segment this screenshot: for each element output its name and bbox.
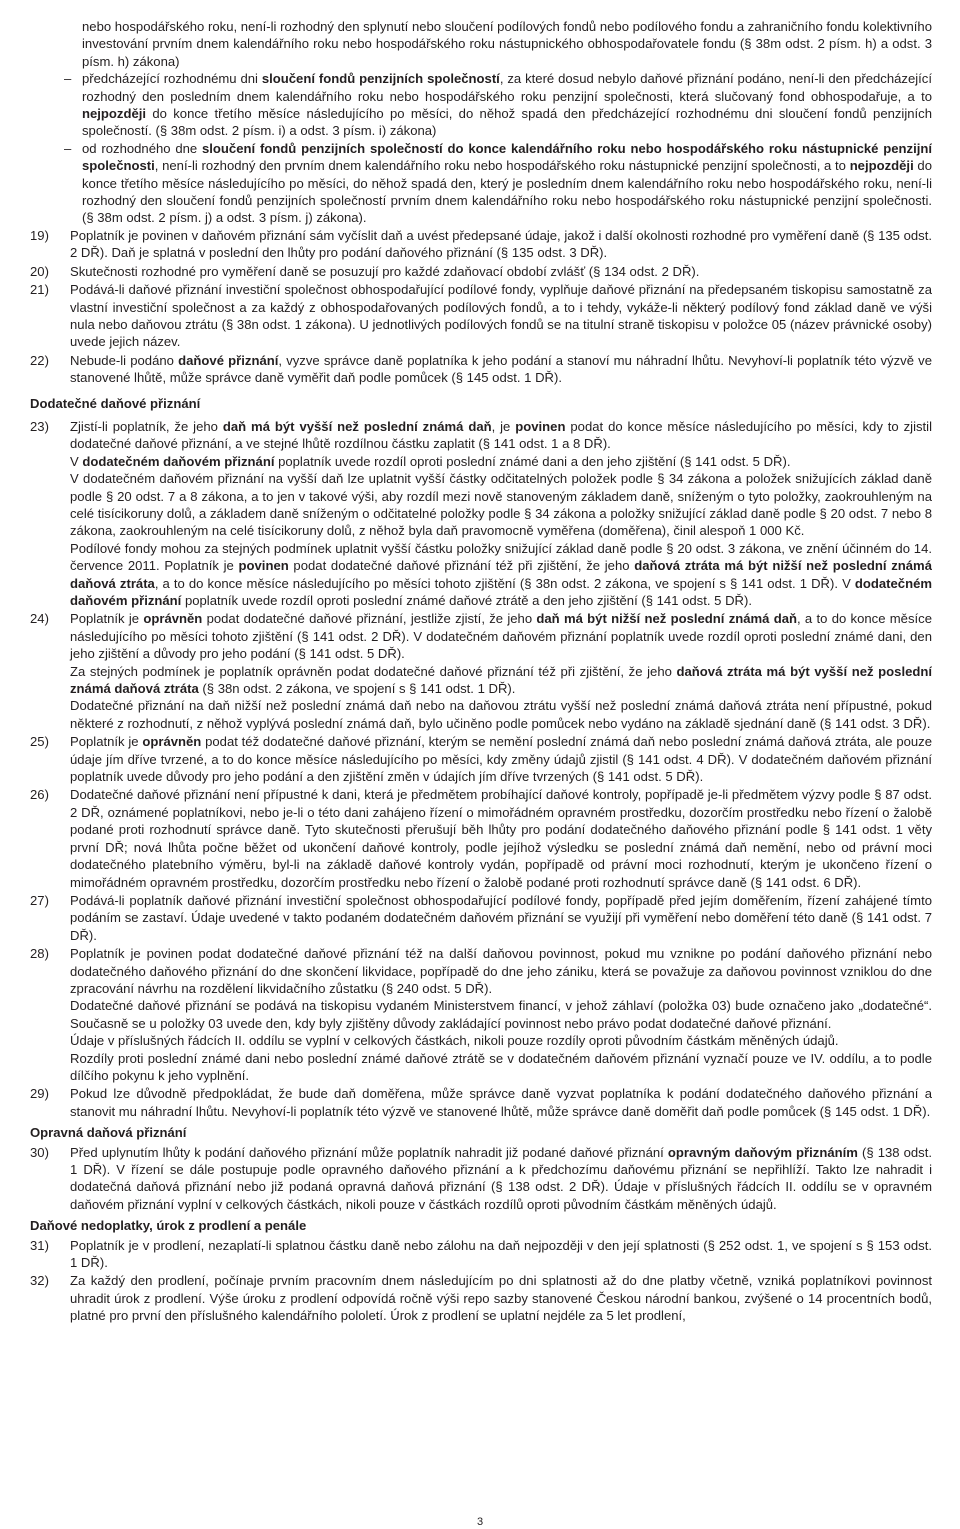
list-item-21: [30, 281, 932, 351]
dash-item-text: předcházející rozhodnému dni sloučení fondů penzijních společností, za které dosud nebylo daňové přiznání podáno, není-li den předcházející rozhodný den posledním dnem kalendářního roku nebo hospodářského roku penzijní společnosti, která slučovaný fond obhospodařuje, a to nejpozději do konce třetího měsíce následujícího po měsíci, do něhož spadá den předcházející rozhodnému dni sloučení fondů penzijních společností. (§ 38m odst. 2 písm. i) a odst. 3 písm. i) zákona): [82, 71, 932, 139]
item-text: Podává-li daňové přiznání investiční společnost obhospodařující podílové fondy, vyplňuje daňové přiznání na předepsaném tiskopisu samostatně za vlastní investiční společnost a za každý z obhospodařovaných podílových fondů, a to i tehdy, vykáže-li některý podílový fond základ daně ve výši nula nebo daňovou ztrátu (§ 38n odst. 1 zákona). U jednotlivých podílových fondů se na titulní straně tiskopisu v položce 05 (název právnické osoby) uvede jejich název.: [70, 282, 932, 350]
list-item-31: [30, 1237, 932, 1272]
item-number: 19): [30, 227, 49, 243]
item-number: 23): [30, 418, 49, 434]
list-item-27: [30, 892, 932, 944]
item-text: Dodatečné daňové přiznání se podává na tiskopisu vydaném Ministerstvem financí, v jehož záhlaví (položka 03) bude označeno jako „dodatečné“. Současně se u položky 03 uvede den, kdy byly zjištěny důvody zakládající povinnost nebo právo podat dodatečné daňové přiznání.: [70, 998, 932, 1031]
dash-marker: –: [64, 71, 72, 87]
item-number: 27): [30, 892, 49, 908]
item-number: 25): [30, 734, 49, 750]
item-text: Pokud lze důvodně předpokládat, že bude daň doměřena, může správce daně vyzvat poplatníka k podání dodatečného daňového přiznání a stanovit mu náhradní lhůtu. Nevyhoví-li poplatník této výzvě ve stanovené lhůtě, může správce daně doměřit daň podle pomůcek (§ 145 odst. 1 DŘ).: [70, 1086, 932, 1119]
item-text: V dodatečném daňovém přiznání na vyšší daň lze uplatnit vyšší částky odčitatelných položek podle § 34 zákona a položek snižujících základ daně podle § 20 odst. 7 a 8 zákona, a to jen v takové výši, aby rozdíl mezi nově stanoveným základem daně, sníženým o tyto položky, zaokrouhleným na celé tisícikoruny dolů, a základem daně sníženým o odčitatelné položky podle § 34 zákona a položky snižující základ daně podle § 20 odst. 7 nebo 8 zákona, zaokrouhleným na celé tisícikoruny dolů, z něhož byla daň pravomocně vyměřena (doměřena), činil alespoň 1 000 Kč.: [70, 471, 932, 539]
intro-dash-item-1: [30, 70, 932, 140]
item-text: Poplatník je povinen podat dodatečné daňové přiznání též na další daňovou povinnost, pokud mu vznikne po podání daňového přiznání nebo dodatečného daňového přiznání do dne skončení likvidace, popřípadě do dne jeho zániku, která se považuje za daňovou povinnost vzniklou do dne zpracování návrhu na rozdělení likvidačního zůstatku (§ 240 odst. 5 DŘ).: [70, 946, 932, 996]
item-number: 26): [30, 787, 49, 803]
item-number: 24): [30, 611, 49, 627]
item-text: Poplatník je oprávněn podat též dodatečné daňové přiznání, kterým se nemění poslední známá daň nebo poslední známá daňová ztráta, ale pouze údaje jím dříve tvrzené, a to do konce měsíce následujícího po měsíci, kdy změny údajů zjistil (§ 141 odst. 4 DŘ). V dodatečném daňovém přiznání poplatník uvede důvody pro jeho podání a den zjištění změn v údajích jím dříve tvrzených (§ 141 odst. 5 DŘ).: [70, 734, 932, 785]
list-item-23: [30, 418, 932, 609]
item-text: Za každý den prodlení, počínaje prvním pracovním dnem následujícím po dni splatnosti až do dne platby včetně, vzniká poplatníkovi povinnost uhradit úrok z prodlení. Výše úroku z prodlení odpovídá ročně výši repo sazby stanovené Českou národní bankou, zvýšené o 14 procentních bodů, platné pro první den příslušného kalendářního pololetí. Úrok z prodlení se uplatní nejdéle za 5 let prodlení,: [70, 1273, 932, 1324]
section-heading-dodatecne: Dodatečné daňové přiznání: [30, 395, 201, 411]
item-number: 30): [30, 1144, 49, 1160]
item-number: 31): [30, 1237, 49, 1253]
item-text: Poplatník je v prodlení, nezaplatí-li splatnou částku daně nebo zálohu na daň nejpozději v den její splatnosti (§ 252 odst. 1, ve spojení s § 153 odst. 1 DŘ).: [70, 1237, 932, 1271]
list-item-30: [30, 1144, 932, 1214]
item-text: Zjistí-li poplatník, že jeho daň má být vyšší než poslední známá daň, je povinen podat do konce měsíce následujícího po měsíci, kdy to zjistil dodatečné daňové přiznání, a ve stejné lhůtě rozdílnou částku zaplatit (§ 141 odst. 1 a 8 DŘ).: [70, 418, 932, 452]
item-text: Podává-li poplatník daňové přiznání investiční společnost obhospodařující podílové fondy, popřípadě před jejím doměřením, řízení zahájené tímto podáním se zastaví. Údaje uvedené v takto podaném dodatečném daňovém přiznání se využijí při vyměření nebo doměření této daně (§ 141 odst. 7 DŘ).: [70, 892, 932, 943]
list-item-20: [30, 263, 932, 280]
page-number: 3: [476, 1516, 484, 1528]
list-item-28: [30, 945, 932, 1084]
item-text: Nebude-li podáno daňové přiznání, vyzve správce daně poplatníka k jeho podání a stanoví mu náhradní lhůtu. Nevyhoví-li poplatník této výzvě ve stanovené lhůtě, může správce daně vyměřit daň podle pomůcek (§ 145 odst. 1 DŘ).: [70, 352, 932, 386]
item-text: Za stejných podmínek je poplatník oprávněn podat dodatečné daňové přiznání též při zjištění, že jeho daňová ztráta má být vyšší než poslední známá daňová ztráta (§ 38n odst. 2 zákona, ve spojení s § 141 odst. 1 DŘ).: [70, 663, 932, 697]
dash-item-text: od rozhodného dne sloučení fondů penzijních společností do konce kalendářního roku nebo hospodářského roku nástupnické penzijní společnosti, není-li rozhodný den prvním dnem kalendářního roku nebo hospodářského roku nástupnické penzijní společnosti, a to nejpozději do konce třetího měsíce následujícího po měsíci, do něhož spadá den, který je posledním dnem kalendářního roku nebo hospodářského roku, není-li rozhodný den sloučení fondů penzijních společností prvním dnem kalendářního roku nebo hospodářského roku nástupnické penzijní společnosti. (§ 38m odst. 2 písm. j) a odst. 3 písm. j) zákona).: [82, 140, 932, 226]
item-text: Skutečnosti rozhodné pro vyměření daně se posuzují pro každé zdaňovací období zvlášť (§ 134 odst. 2 DŘ).: [70, 263, 700, 279]
item-text: V dodatečném daňovém přiznání poplatník uvede rozdíl oproti poslední známé dani a den jeho zjištění (§ 141 odst. 5 DŘ).: [70, 453, 791, 469]
document-page: [30, 18, 932, 1508]
list-item-29: [30, 1085, 932, 1120]
list-item-24: [30, 610, 932, 732]
dash-marker: –: [64, 140, 72, 156]
list-item-32: [30, 1272, 932, 1324]
item-number: 22): [30, 352, 49, 368]
list-item-19: [30, 227, 932, 262]
item-number: 20): [30, 263, 49, 279]
item-text: Dodatečné přiznání na daň nižší než poslední známá daň nebo na daňovou ztrátu vyšší než poslední známá daňová ztráta není přípustné, pokud některé z rozhodnutí, z něhož vyplývá poslední známá daň, bylo učiněno podle pomůcek nebo vydáno na základě sjednání daně (§ 141 odst. 3 DŘ).: [70, 698, 932, 731]
list-item-26: [30, 786, 932, 890]
item-text: Podílové fondy mohou za stejných podmínek uplatnit vyšší částku položky snižující základ daně podle § 20 odst. 3 zákona, ve znění účinném do 14. července 2011. Poplatník je povinen podat dodatečné daňové přiznání též při zjištění, že jeho daňová ztráta má být nižší než poslední známá daňová ztráta, a to do konce měsíce následujícího po měsíci tohoto zjištění (§ 38n odst. 2 zákona, ve spojení s § 141 odst. 1 DŘ). V dodatečném daňovém přiznání poplatník uvede rozdíl oproti poslední známé daňové ztrátě a den jeho zjištění (§ 141 odst. 5 DŘ).: [70, 540, 932, 608]
item-text: Dodatečné daňové přiznání není přípustné k dani, která je předmětem probíhající daňové kontroly, popřípadě je-li předmětem výzvy podle § 87 odst. 2 DŘ, oznámené poplatníkovi, nebo je-li o této dani zahájeno řízení o mimořádném opravném prostředku, dozorčím prostředku nebo řízení o žalobě podané proti rozhodnutí správce daně. Tyto skutečnosti přerušují běh lhůty pro podání dodatečného daňového přiznání podle § 141 odst. 1 věty první DŘ; nová lhůta počne běžet od ukončení daňové kontroly, podle jejíhož výsledku se poslední známá daň nemění, nebo od právní moci dodatečného platebního výměru, byl-li na základě daňové kontroly vydán, popřípadě od právní moci rozhodnutí, kterým je ukončeno řízení o mimořádném opravném prostředku, dozorčím prostředku nebo řízení o žalobě podané proti rozhodnutí správce daně (§ 141 odst. 6 DŘ).: [70, 787, 932, 890]
item-number: 21): [30, 282, 49, 298]
item-text: Údaje v příslušných řádcích II. oddílu se vyplní v celkových částkách, nikoli pouze rozdíly oproti původním částkám měněných údajů.: [70, 1033, 839, 1049]
section-heading-nedoplatky: Daňové nedoplatky, úrok z prodlení a penále: [30, 1218, 307, 1234]
item-text: Poplatník je oprávněn podat dodatečné daňové přiznání, jestliže zjistí, že jeho daň má být nižší než poslední známá daň, a to do konce měsíce následujícího po měsíci tohoto zjištění (§ 141 odst. 2 DŘ). V dodatečném daňovém přiznání poplatník uvede rozdíl oproti poslední známé dani, den jeho zjištění a důvody pro jeho podání (§ 141 odst. 5 DŘ).: [70, 611, 932, 662]
intro-continuation: nebo hospodářského roku, není-li rozhodný den splynutí nebo sloučení podílových fondů nebo podílového fondu a zahraničního fondu kolektivního investování prvním dnem kalendářního roku nebo hospodářského roku nástupnického obhospodařovatele fondu (§ 38m odst. 2 písm. h) a odst. 3 písm. h) zákona): [82, 19, 932, 69]
list-item-22: [30, 352, 932, 387]
item-text: Rozdíly proti poslední známé dani nebo poslední známé daňové ztrátě se v dodatečném daňovém přiznání vyznačí pouze ve IV. oddílu, a to podle dílčího pokynu k jeho vyplnění.: [70, 1050, 932, 1083]
item-text: Poplatník je povinen v daňovém přiznání sám vyčíslit daň a uvést předepsané údaje, jakož i další okolnosti rozhodné pro vyměření daně (§ 135 odst. 2 DŘ). Daň je splatná v poslední den lhůty pro podání daňového přiznání (§ 135 odst. 3 DŘ).: [70, 227, 932, 261]
item-number: 28): [30, 946, 49, 962]
list-item-25: [30, 733, 932, 785]
intro-dash-item-2: [30, 140, 932, 227]
item-number: 32): [30, 1273, 49, 1289]
section-heading-opravna: Opravná daňová přiznání: [30, 1125, 187, 1141]
item-number: 29): [30, 1086, 49, 1102]
item-text: Před uplynutím lhůty k podání daňového přiznání může poplatník nahradit již podané daňové přiznání opravným daňovým přiznáním (§ 138 odst. 1 DŘ). V řízení se dále postupuje podle opravného daňového přiznání a k předchozímu daňovému přiznání se nepřihlíží. Takto lze nahradit i dodatečná daňová přiznání nebo již podaná opravná daňová přiznání (§ 138 odst. 2 DŘ). Údaje v příslušných řádcích II. oddílu se v opravném daňovém přiznání vyplní v celkových částkách, nikoli pouze v částkách rozdílů oproti původním částkám měněných údajů.: [70, 1144, 932, 1212]
